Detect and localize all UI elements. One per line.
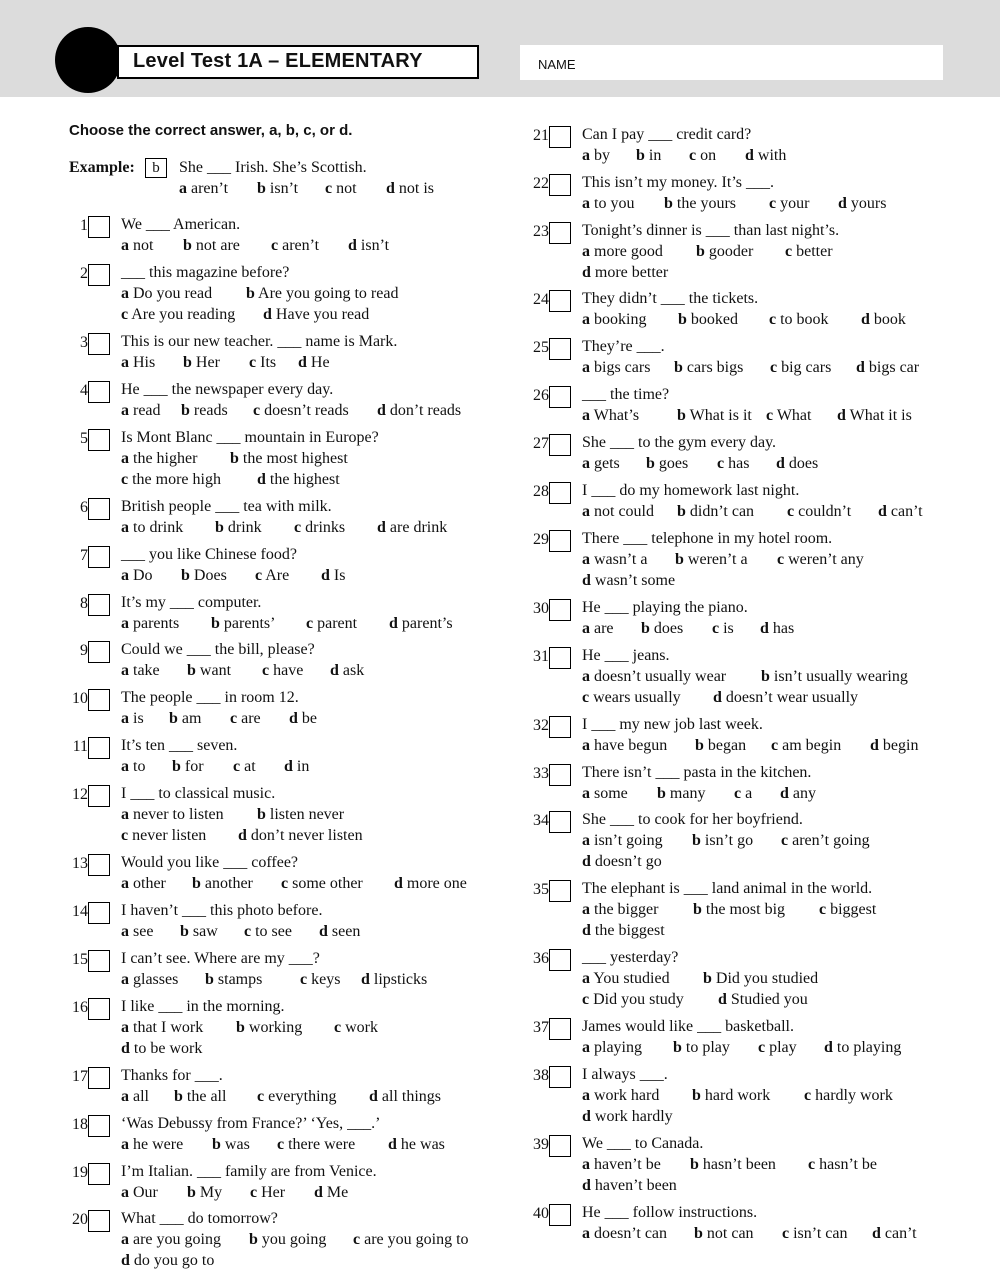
question-number: 29 [533,531,549,548]
answer-box[interactable] [88,641,110,663]
option-a[interactable]: a not [121,237,154,254]
option-c[interactable]: c big cars [770,359,832,376]
question-number: 10 [72,690,88,707]
question-stem: What ___ do tomorrow? [121,1210,278,1227]
question-stem: I’m Italian. ___ family are from Venice. [121,1163,377,1180]
option-c[interactable]: c Her [250,1184,286,1201]
option-c[interactable]: c Did you study [582,991,684,1008]
option-c[interactable]: c are you going to [353,1231,469,1248]
option-d[interactable]: d the highest [257,471,340,488]
question-stem: He ___ the newspaper every day. [121,381,334,398]
option-d[interactable]: d to playing [824,1039,902,1056]
answer-box[interactable] [88,1163,110,1185]
option-d[interactable]: d haven’t been [582,1177,677,1194]
question-stem: She ___ to cook for her boyfriend. [582,811,803,828]
question-number: 14 [72,903,88,920]
option-b[interactable]: b in [636,147,662,164]
option-c[interactable]: c everything [257,1088,337,1105]
option-b[interactable]: b you going [249,1231,327,1248]
option-d[interactable]: d isn’t [348,237,390,254]
option-a[interactable]: a all [121,1088,149,1105]
question-number: 38 [533,1067,549,1084]
question-stem: They’re ___. [582,338,665,355]
option-c[interactable]: c hardly work [804,1087,893,1104]
option-a[interactable]: a playing [582,1039,642,1056]
question-number: 36 [533,950,549,967]
option-a[interactable]: a work hard [582,1087,660,1104]
answer-box[interactable] [88,333,110,355]
question-stem: We ___ to Canada. [582,1135,704,1152]
option-c[interactable]: c never listen [121,827,207,844]
option-b[interactable]: b not are [183,237,240,254]
option-a[interactable]: a to [121,758,146,775]
question-number: 26 [533,387,549,404]
option-b[interactable]: b the most big [693,901,786,918]
answer-box[interactable] [88,737,110,759]
option-a[interactable]: a he were [121,1136,184,1153]
question-stem: I like ___ in the morning. [121,998,285,1015]
option-c[interactable]: c better [785,243,833,260]
option-a[interactable]: a What’s [582,407,640,424]
question-stem: There isn’t ___ pasta in the kitchen. [582,764,812,781]
option-b[interactable]: b for [172,758,204,775]
option-d[interactable]: d yours [838,195,887,212]
question-stem: ___ the time? [582,386,670,403]
option-c[interactable]: c have [262,662,304,679]
option-a[interactable]: a parents [121,615,180,632]
option-a[interactable]: a have begun [582,737,668,754]
option-a[interactable]: a haven’t be [582,1156,661,1173]
option-b[interactable]: b My [187,1184,223,1201]
question-number: 34 [533,812,549,829]
question-number: 20 [72,1211,88,1228]
option-a[interactable]: a isn’t going [582,832,663,849]
option-c[interactable]: c wears usually [582,689,681,706]
question-number: 5 [80,430,88,447]
option-c[interactable]: c Its [249,354,277,371]
black-circle-decoration [55,27,121,93]
option-d[interactable]: d all things [369,1088,442,1105]
question-stem: She ___ to the gym every day. [582,434,777,451]
option-b[interactable]: b goes [646,455,689,472]
question-stem: Thanks for ___. [121,1067,223,1084]
question-number: 11 [72,738,88,755]
option-c[interactable]: c Are [255,567,290,584]
question-number: 6 [80,499,88,516]
answer-box[interactable] [88,594,110,616]
option-d[interactable]: d the biggest [582,922,665,939]
answer-box[interactable] [549,1066,571,1088]
option-c[interactable]: c play [758,1039,797,1056]
option-d[interactable]: d bigs car [856,359,920,376]
question-stem: He ___ playing the piano. [582,599,748,616]
example-answer-box: b [145,158,167,178]
answer-box[interactable] [88,785,110,807]
answer-box[interactable] [88,950,110,972]
option-b[interactable]: b stamps [205,971,263,988]
option-a[interactable]: a by [582,147,610,164]
option-a[interactable]: a never to listen [121,806,224,823]
question-number: 19 [72,1164,88,1181]
option-d[interactable]: d seen [319,923,361,940]
option-a[interactable]: a some [582,785,628,802]
answer-box[interactable] [549,530,571,552]
option-c[interactable]: c some other [281,875,363,892]
option-b[interactable]: b cars bigs [674,359,744,376]
question-number: 2 [80,265,88,282]
answer-box[interactable] [88,546,110,568]
answer-box[interactable] [549,599,571,621]
name-field[interactable] [520,45,943,80]
option-d[interactable]: d to be work [121,1040,203,1057]
answer-box[interactable] [549,647,571,669]
option-b[interactable]: b drink [215,519,262,536]
answer-box[interactable] [549,764,571,786]
question-stem: I always ___. [582,1066,668,1083]
option-a[interactable]: a that I work [121,1019,204,1036]
option-a[interactable]: a You studied [582,970,670,987]
question-number: 3 [80,334,88,351]
answer-box[interactable] [88,1115,110,1137]
question-stem: James would like ___ basketball. [582,1018,794,1035]
question-stem: Could we ___ the bill, please? [121,641,315,658]
option-c[interactable]: c couldn’t [787,503,852,520]
option-b[interactable]: b another [192,875,253,892]
question-number: 13 [72,855,88,872]
option-a[interactable]: a read [121,402,161,419]
option-b[interactable]: b the most highest [230,450,348,467]
option-d[interactable]: d Me [314,1184,349,1201]
question-number: 17 [72,1068,88,1085]
option-a[interactable]: a are you going [121,1231,221,1248]
example-label: Example: [69,159,135,176]
question-stem: I can’t see. Where are my ___? [121,950,320,967]
option-d[interactable]: d don’t reads [377,402,462,419]
answer-box[interactable] [88,429,110,451]
option-b[interactable]: b booked [678,311,739,328]
option-d[interactable]: d do you go to [121,1252,215,1269]
option-c[interactable]: c What [766,407,812,424]
answer-box[interactable] [88,689,110,711]
answer-box[interactable] [549,174,571,196]
option-b[interactable]: b reads [181,402,228,419]
answer-box[interactable] [88,1210,110,1232]
option-a[interactable]: a not could [582,503,654,520]
option-d[interactable]: d does [776,455,819,472]
question-number: 18 [72,1116,88,1133]
answer-box[interactable] [88,216,110,238]
option-b[interactable]: b isn’t go [692,832,754,849]
option-b[interactable]: b saw [180,923,218,940]
option-d[interactable]: d Is [321,567,346,584]
page-header [0,0,1000,97]
option-d[interactable]: d don’t never listen [238,827,363,844]
question-stem: This is our new teacher. ___ name is Mark. [121,333,398,350]
example-stem: She ___ Irish. She’s Scottish. [179,159,367,176]
option-a[interactable]: a booking [582,311,647,328]
option-c[interactable]: c doesn’t reads [253,402,349,419]
option-a[interactable]: a wasn’t a [582,551,648,568]
question-stem: ___ this magazine before? [121,264,290,281]
question-stem: The people ___ in room 12. [121,689,299,706]
title-box [117,45,479,79]
option-b[interactable]: b parents’ [211,615,276,632]
option-b[interactable]: b listen never [257,806,345,823]
question-stem: ___ you like Chinese food? [121,546,297,563]
answer-box[interactable] [549,434,571,456]
option-c[interactable]: c aren’t [271,237,320,254]
question-stem: I ___ to classical music. [121,785,276,802]
option-b[interactable]: b the all [174,1088,227,1105]
option-c[interactable]: c is [712,620,734,637]
answer-box[interactable] [549,386,571,408]
option-a[interactable]: a more good [582,243,663,260]
option-a[interactable]: a Do [121,567,153,584]
option-a[interactable]: a other [121,875,166,892]
option-d[interactable]: d lipsticks [361,971,428,988]
answer-box[interactable] [549,811,571,833]
option-d[interactable]: d are drink [377,519,448,536]
answer-box[interactable] [549,126,571,148]
option-d[interactable]: d more one [394,875,467,892]
answer-box[interactable] [549,290,571,312]
question-stem: ‘Was Debussy from France?’ ‘Yes, ___.’ [121,1115,381,1132]
question-number: 1 [80,217,88,234]
option-b[interactable]: b want [187,662,232,679]
option-a[interactable]: a see [121,923,154,940]
question-number: 22 [533,175,549,192]
question-stem: Would you like ___ coffee? [121,854,299,871]
option-b[interactable]: b the yours [664,195,737,212]
answer-box[interactable] [549,1018,571,1040]
question-stem: There ___ telephone in my hotel room. [582,530,833,547]
answer-box[interactable] [549,222,571,244]
option-d[interactable]: d What it is [837,407,912,424]
option-a[interactable]: a is [121,710,144,727]
answer-box[interactable] [88,854,110,876]
question-stem: He ___ jeans. [582,647,670,664]
option-c[interactable]: c keys [300,971,341,988]
question-number: 32 [533,717,549,734]
option-a[interactable]: a Do you read [121,285,213,302]
option-d[interactable]: d he was [388,1136,445,1153]
option-d[interactable]: d doesn’t go [582,853,662,870]
question-stem: I haven’t ___ this photo before. [121,902,323,919]
question-number: 8 [80,595,88,612]
option-a[interactable]: a to you [582,195,635,212]
option-c[interactable]: c aren’t going [781,832,870,849]
option-c[interactable]: c hasn’t be [808,1156,878,1173]
option-a[interactable]: a the higher [121,450,198,467]
question-stem: They didn’t ___ the tickets. [582,290,759,307]
option-b[interactable]: b isn’t usually wearing [761,668,908,685]
option-a[interactable]: a doesn’t can [582,1225,668,1242]
option-c[interactable]: c weren’t any [777,551,864,568]
option-b[interactable]: b was [212,1136,250,1153]
option-c[interactable]: c drinks [294,519,346,536]
option-d[interactable]: d ask [330,662,365,679]
option-a[interactable]: a Our [121,1184,158,1201]
option-c[interactable]: c has [717,455,750,472]
option-b[interactable]: b not can [694,1225,754,1242]
question-stem: He ___ follow instructions. [582,1204,758,1221]
question-number: 12 [72,786,88,803]
question-number: 21 [533,127,549,144]
question-stem: Can I pay ___ credit card? [582,126,752,143]
page-title: Level Test 1A – ELEMENTARY [133,50,423,72]
option-d[interactable]: d He [298,354,330,371]
option-d[interactable]: d can’t [872,1225,917,1242]
answer-box[interactable] [88,264,110,286]
question-stem: It’s my ___ computer. [121,594,262,611]
option-c[interactable]: c isn’t can [782,1225,848,1242]
option-b[interactable]: b Are you going to read [246,285,399,302]
option-d[interactable]: d can’t [878,503,923,520]
option-c[interactable]: c Are you reading [121,306,236,323]
option-b[interactable]: b to play [673,1039,730,1056]
question-number: 40 [533,1205,549,1222]
question-number: 25 [533,339,549,356]
question-number: 35 [533,881,549,898]
question-number: 7 [80,547,88,564]
option-a[interactable]: a glasses [121,971,179,988]
option-c[interactable]: c at [233,758,256,775]
option-d[interactable]: d Have you read [263,306,370,323]
option-b[interactable]: b does [641,620,684,637]
answer-box[interactable] [549,880,571,902]
question-number: 33 [533,765,549,782]
option-d[interactable]: d doesn’t wear usually [713,689,859,706]
option-c[interactable]: c on [689,147,717,164]
answer-box[interactable] [549,949,571,971]
question-stem: ___ yesterday? [582,949,679,966]
option-a[interactable]: a bigs cars [582,359,651,376]
option-a[interactable]: a His [121,354,156,371]
option-b[interactable]: b gooder [696,243,754,260]
option-b[interactable]: b began [695,737,747,754]
option-d[interactable]: d begin [870,737,919,754]
option-b[interactable]: b Her [183,354,220,371]
answer-box[interactable] [549,1204,571,1226]
option-c[interactable]: c a [734,785,753,802]
option-d[interactable]: d Studied you [718,991,808,1008]
option-c[interactable]: c am begin [771,737,842,754]
answer-box[interactable] [88,902,110,924]
option-d[interactable]: d has [760,620,795,637]
answer-box[interactable] [88,498,110,520]
option-d[interactable]: d wasn’t some [582,572,676,589]
option-c[interactable]: c work [334,1019,378,1036]
answer-box[interactable] [549,1135,571,1157]
option-a[interactable]: a to drink [121,519,184,536]
option-c[interactable]: c to book [769,311,829,328]
question-number: 4 [80,382,88,399]
answer-box[interactable] [88,381,110,403]
option-b[interactable]: b hard work [692,1087,771,1104]
option-c[interactable]: c are [230,710,261,727]
name-label: NAME [538,57,576,72]
option-a[interactable]: a the bigger [582,901,659,918]
question-number: 37 [533,1019,549,1036]
question-number: 16 [72,999,88,1016]
option-c[interactable]: c biggest [819,901,877,918]
question-number: 30 [533,600,549,617]
question-stem: We ___ American. [121,216,241,233]
option-d[interactable]: d more better [582,264,669,281]
option-d[interactable]: d be [289,710,318,727]
question-stem: Tonight’s dinner is ___ than last night’s. [582,222,840,239]
answer-box[interactable] [549,482,571,504]
option-b[interactable]: b weren’t a [675,551,748,568]
question-number: 9 [80,642,88,659]
option-b[interactable]: b hasn’t been [690,1156,776,1173]
option-b[interactable]: b Does [181,567,227,584]
question-stem: I ___ my new job last week. [582,716,763,733]
question-stem: It’s ten ___ seven. [121,737,238,754]
answer-box[interactable] [88,998,110,1020]
option-d[interactable]: d with [745,147,787,164]
question-number: 15 [72,951,88,968]
answer-box[interactable] [549,716,571,738]
option-b[interactable]: b What is it [677,407,752,424]
option-a[interactable]: a take [121,662,160,679]
option-c[interactable]: c there were [277,1136,356,1153]
question-number: 39 [533,1136,549,1153]
question-stem: Is Mont Blanc ___ mountain in Europe? [121,429,379,446]
option-c[interactable]: c parent [306,615,358,632]
option-a[interactable]: a gets [582,455,620,472]
question-stem: British people ___ tea with milk. [121,498,332,515]
option-d[interactable]: d work hardly [582,1108,673,1125]
option-c[interactable]: c your [769,195,810,212]
question-stem: The elephant is ___ land animal in the world. [582,880,873,897]
option-d[interactable]: d any [780,785,817,802]
option-b[interactable]: b didn’t can [677,503,755,520]
question-number: 27 [533,435,549,452]
answer-box[interactable] [549,338,571,360]
option-d[interactable]: d book [861,311,906,328]
question-number: 28 [533,483,549,500]
option-d[interactable]: d parent’s [389,615,453,632]
option-b[interactable]: b many [657,785,706,802]
instructions: Choose the correct answer, a, b, c, or d. [69,122,353,139]
option-b[interactable]: b am [169,710,202,727]
option-b[interactable]: b Did you studied [703,970,819,987]
question-number: 24 [533,291,549,308]
option-d[interactable]: d in [284,758,310,775]
question-stem: This isn’t my money. It’s ___. [582,174,774,191]
question-number: 31 [533,648,549,665]
option-c[interactable]: c the more high [121,471,221,488]
answer-box[interactable] [88,1067,110,1089]
question-number: 23 [533,223,549,240]
option-a[interactable]: a doesn’t usually wear [582,668,727,685]
option-c[interactable]: c to see [244,923,292,940]
option-b[interactable]: b working [236,1019,303,1036]
question-stem: I ___ do my homework last night. [582,482,800,499]
option-a[interactable]: a are [582,620,614,637]
